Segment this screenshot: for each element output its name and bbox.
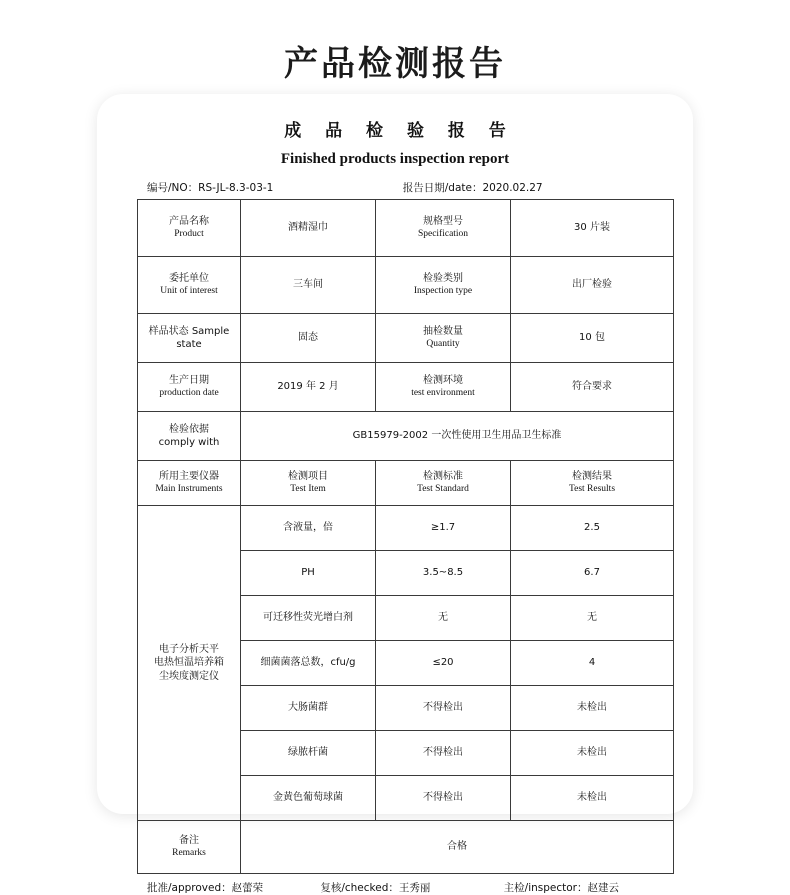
report-card [97,94,693,894]
label-en: production date [159,388,219,399]
instrument-line: 尘埃度测定仪 [159,670,219,682]
row-label-quantity [376,314,511,363]
table-row [138,200,674,257]
cell-test-standard: 不得检出 [376,731,511,776]
cell-test-result: 4 [511,641,674,686]
report-date: 报告日期/date：2020.02.27 [402,182,543,194]
label-cn: 检测标准 [423,470,463,482]
label-cn: 抽检数量 [423,325,463,337]
cell-test-result: 未检出 [511,686,674,731]
cell-test-standard: ≤20 [376,641,511,686]
table-row [138,506,674,551]
cell-test-standard: 3.5~8.5 [376,551,511,596]
label-cn: 产品名称 [169,215,209,227]
cell-test-item: 绿脓杆菌 [241,731,376,776]
checked-by: 复核/checked：王秀丽 [320,882,431,894]
cell-quantity-value: 10 包 [511,314,674,363]
cell-test-environment-value: 符合要求 [511,363,674,412]
label-cn: 检测环境 [423,374,463,386]
cell-unit-value: 三车间 [241,257,376,314]
report-title-cn: 成 品 检 验 报 告 [284,121,515,141]
cell-test-item: 含液量，倍 [241,506,376,551]
report-document [137,116,653,895]
row-label-test-environment [376,363,511,412]
label-en: test environment [411,388,475,399]
cell-test-standard: ≥1.7 [376,506,511,551]
label-cn: 规格型号 [423,215,463,227]
cell-test-result: 2.5 [511,506,674,551]
cell-specification-value: 30 片装 [511,200,674,257]
label-en: Unit of interest [160,286,218,297]
label-cn: 检测项目 [288,470,328,482]
col-header-instruments [138,461,241,506]
label-en: state [176,339,202,350]
label-cn: 委托单位 [169,272,209,284]
table-header-row [138,461,674,506]
label-en: comply with [158,437,220,448]
cell-test-standard: 不得检出 [376,776,511,821]
cell-test-standard: 不得检出 [376,686,511,731]
label-cn: 检测结果 [572,470,612,482]
label-en: Specification [417,229,469,240]
cell-test-result: 未检出 [511,731,674,776]
label-en: Remarks [172,848,206,859]
table-row [138,412,674,461]
label-en: Test Results [568,484,616,495]
cell-product-value: 酒精湿巾 [241,200,376,257]
inspection-table [137,199,674,874]
label-en: Test Item [290,484,326,495]
col-header-test-item [241,461,376,506]
cell-production-date-value: 2019 年 2 月 [241,363,376,412]
col-header-test-standard [376,461,511,506]
approved-by: 批准/approved：赵蕾荣 [147,882,264,894]
label-cn: 生产日期 [169,374,209,386]
row-label-inspection-type [376,257,511,314]
cell-inspection-type-value: 出厂检验 [511,257,674,314]
row-label-remarks [138,821,241,874]
label-en: Main Instruments [155,484,223,495]
label-cn: 备注 [179,834,199,846]
cell-test-item: 细菌菌落总数，cfu/g [241,641,376,686]
cell-test-item: 金黄色葡萄球菌 [241,776,376,821]
cell-sample-state-value: 固态 [241,314,376,363]
cell-test-result: 未检出 [511,776,674,821]
report-title-en: Finished products inspection report [280,151,510,167]
row-label-standard [138,412,241,461]
label-en: Test Standard [417,484,469,495]
label-en: Quantity [426,339,460,350]
label-cn: 所用主要仪器 [159,470,219,482]
page-title: 产品检测报告 [284,44,506,84]
row-label-unit [138,257,241,314]
inspector: 主检/inspector：赵建云 [503,882,619,894]
table-row [138,257,674,314]
cell-test-result: 6.7 [511,551,674,596]
cell-standard-value: GB15979-2002 一次性使用卫生用品卫生标准 [241,412,674,461]
label-cn: 检验类别 [423,272,463,284]
col-header-test-results [511,461,674,506]
cell-test-result: 无 [511,596,674,641]
row-label-sample-state [138,314,241,363]
cell-test-item: PH [241,551,376,596]
label-en: Inspection type [413,286,473,297]
label-cn: 检验依据 [169,423,209,435]
cell-remarks-value: 合格 [241,821,674,874]
table-row [138,363,674,412]
signature-row [137,874,653,895]
label-cn: 样品状态 Sample [148,325,230,337]
cell-test-item: 大肠菌群 [241,686,376,731]
table-row [138,314,674,363]
cell-test-item: 可迁移性荧光增白剂 [241,596,376,641]
instrument-line: 电子分析天平 [159,643,219,655]
report-meta [137,180,653,199]
row-label-production-date [138,363,241,412]
row-label-product [138,200,241,257]
instrument-line: 电热恒温培养箱 [154,657,224,669]
cell-test-standard: 无 [376,596,511,641]
report-number: 编号/NO：RS-JL-8.3-03-1 [147,182,274,194]
label-en: Product [174,229,204,240]
cell-instruments [138,506,241,821]
table-row [138,821,674,874]
row-label-specification [376,200,511,257]
